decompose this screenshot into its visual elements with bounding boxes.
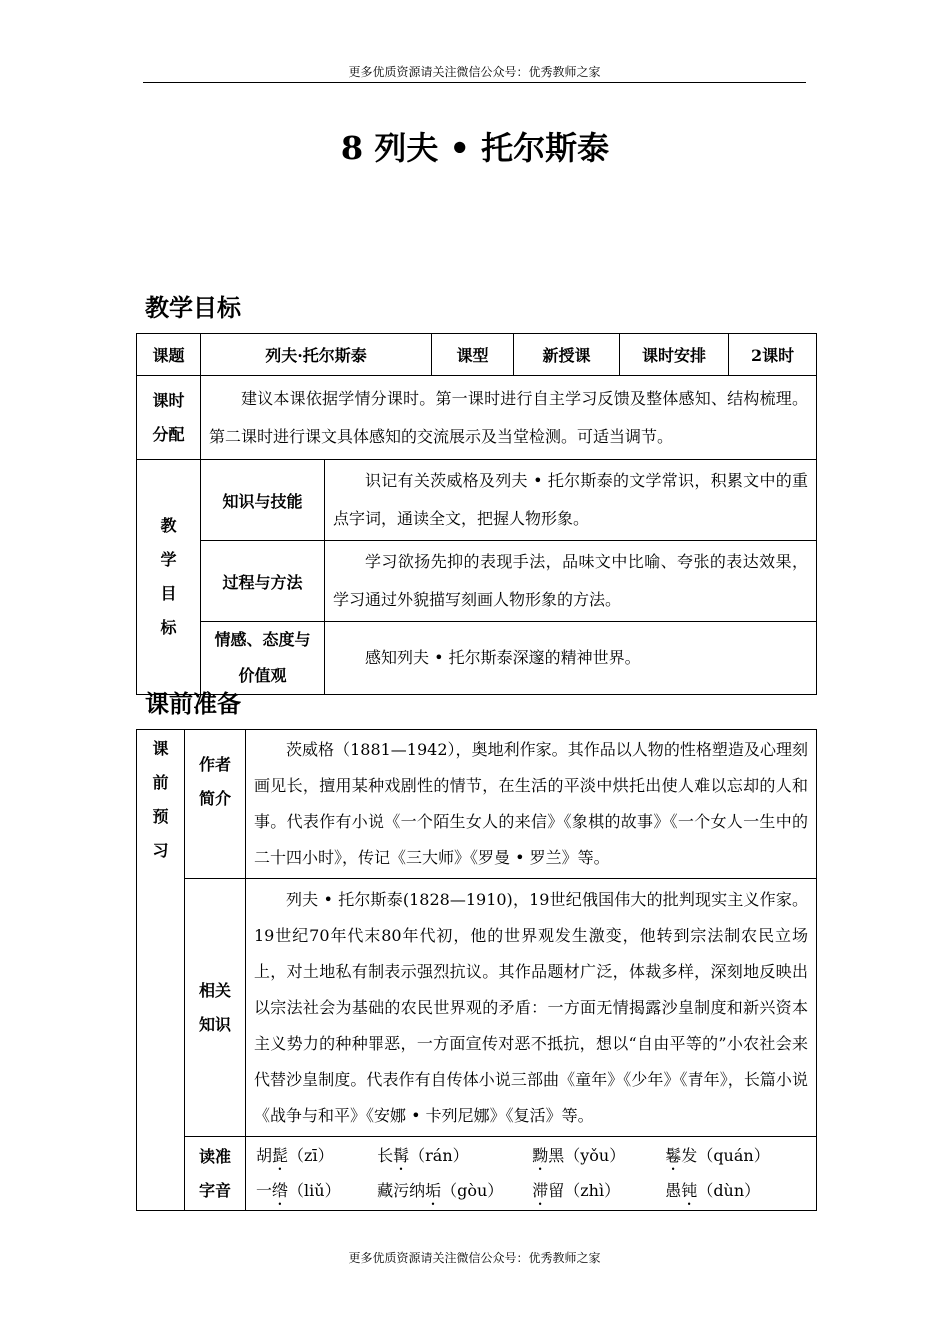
label-schedule: 课时安排 (620, 334, 729, 376)
dotted-char: 髭 (272, 1145, 289, 1165)
author-text: 茨威格（1881—1942），奥地利作家。其作品以人物的性格塑造及心理刻画见长，擅用某种戏剧性的情节，在生活的平淡中烘托出使人难以忘却的人和事。代表作有小说《一个陌生女人的来信》《象棋的故事》《一个女人一生中的二十四小时》，传记《三大师》《罗曼 • 罗兰》等。 (246, 730, 817, 879)
allocation-text: 建议本课依据学情分课时。第一课时进行自主学习反馈及整体感知、结构梳理。第二课时进行课文具体感知的交流展示及当堂检测。可适当调节。 (201, 376, 817, 460)
label-objectives (137, 460, 201, 695)
label-objectives-char4: 标 (160, 618, 177, 637)
label-process: 过程与方法 (201, 541, 325, 622)
process-text: 学习欲扬先抑的表现手法，品味文中比喻、夸张的表达效果，学习通过外貌描写刻画人物形象的方法。 (325, 541, 817, 622)
page-title: 8 列夫 • 托尔斯泰 (340, 129, 610, 167)
word-part: 藏污纳 (377, 1180, 426, 1200)
label-pronunciation (185, 1137, 246, 1211)
dotted-char: 钝 (681, 1180, 698, 1200)
word-part: 一 (256, 1180, 273, 1200)
related-text: 列夫 • 托尔斯泰(1828—1910)，19世纪俄国伟大的批判现实主义作家。19世纪70年代末80年代初，他的世界观发生激变，他转到宗法制农民立场上，对土地私有制表示强烈抗议。其作品题材广泛，体裁多样，深刻地反映出以宗法社会为基础的农民世界观的矛盾：一方面无情揭露沙皇制度和新兴资本主义势力的种种罪恶，一方面宣传对恶不抵抗，想以“自由平等的”小农社会来代替沙皇制度。代表作有自传体小说三部曲《童年》《少年》《青年》，长篇小说《战争与和平》《安娜 • 卡列尼娜》《复活》等。 (246, 879, 817, 1137)
pinyin: （rán） (409, 1145, 469, 1165)
label-allocation-line2: 分配 (152, 424, 185, 444)
pronunciation-item (665, 1139, 769, 1174)
label-preview-char4: 习 (152, 841, 169, 860)
label-allocation (137, 376, 201, 460)
label-emotion-line1: 情感、态度与 (214, 630, 311, 649)
pinyin: （zī） (288, 1145, 334, 1165)
header-divider (143, 82, 806, 83)
dotted-char: 垢 (425, 1180, 442, 1200)
knowledge-text: 识记有关茨威格及列夫 • 托尔斯泰的文学常识，积累文中的重点字词，通读全文，把握人物形象。 (325, 460, 817, 541)
dotted-char: 滞 (532, 1180, 549, 1200)
pronunciation-item (665, 1174, 760, 1209)
emotion-text: 感知列夫 • 托尔斯泰深邃的精神世界。 (325, 622, 817, 695)
pinyin: （dùn） (697, 1180, 761, 1200)
schedule-value: 2课时 (729, 334, 817, 376)
dotted-char: 绺 (272, 1180, 289, 1200)
label-preview-char1: 课 (152, 739, 169, 758)
lesson-type-value: 新授课 (514, 334, 620, 376)
pronunciation-row-2 (256, 1174, 806, 1209)
pronunciation-item (532, 1174, 660, 1209)
pinyin: （quán） (697, 1145, 770, 1165)
word-part: 留 (548, 1180, 565, 1200)
pronunciation-item (256, 1139, 372, 1174)
pinyin: （gòu） (441, 1180, 504, 1200)
label-related-line1: 相关 (198, 980, 231, 1000)
pronunciation-item (377, 1174, 527, 1209)
objectives-table (136, 333, 817, 695)
label-preview (137, 730, 185, 1211)
label-topic: 课题 (137, 334, 201, 376)
word-part: 胡 (256, 1145, 273, 1165)
word-part: 长 (377, 1145, 394, 1165)
dotted-char: 髯 (393, 1145, 410, 1165)
pronunciation-row-1 (256, 1139, 806, 1174)
label-author (185, 730, 246, 879)
section-heading-preparation: 课前准备 (145, 689, 241, 718)
label-preview-char3: 预 (152, 807, 169, 826)
label-preview-char2: 前 (152, 773, 169, 792)
pronunciation-item (256, 1174, 372, 1209)
label-author-line2: 简介 (198, 789, 231, 808)
pronunciation-item (532, 1139, 660, 1174)
dotted-char: 鬈 (665, 1145, 682, 1165)
page-footer: 更多优质资源请关注微信公众号：优秀教师之家 (348, 1251, 601, 1265)
preparation-table (136, 729, 817, 1211)
label-allocation-line1: 课时 (152, 390, 185, 410)
label-related-line2: 知识 (198, 1014, 231, 1034)
label-related (185, 879, 246, 1137)
label-objectives-char1: 教 (160, 516, 177, 535)
pronunciation-list (246, 1137, 817, 1211)
label-objectives-char2: 学 (160, 550, 177, 569)
pinyin: （yǒu） (564, 1145, 626, 1165)
pinyin: （zhì） (564, 1180, 621, 1200)
label-knowledge: 知识与技能 (201, 460, 325, 541)
word-part: 黑 (548, 1145, 565, 1165)
label-pronunciation-line2: 字音 (198, 1180, 231, 1200)
word-part: 愚 (665, 1180, 682, 1200)
topic-value: 列夫·托尔斯泰 (201, 334, 432, 376)
label-lesson-type: 课型 (432, 334, 514, 376)
label-emotion-line2: 价值观 (238, 666, 287, 685)
word-part: 发 (681, 1145, 698, 1165)
page-header: 更多优质资源请关注微信公众号：优秀教师之家 (348, 65, 601, 79)
pinyin: （liǔ） (288, 1180, 341, 1200)
label-author-line1: 作者 (198, 755, 231, 774)
label-pronunciation-line1: 读准 (198, 1146, 231, 1166)
label-objectives-char3: 目 (160, 584, 177, 603)
dotted-char: 黝 (532, 1145, 549, 1165)
label-emotion (201, 622, 325, 695)
pronunciation-item (377, 1139, 527, 1174)
section-heading-objectives: 教学目标 (145, 293, 241, 322)
